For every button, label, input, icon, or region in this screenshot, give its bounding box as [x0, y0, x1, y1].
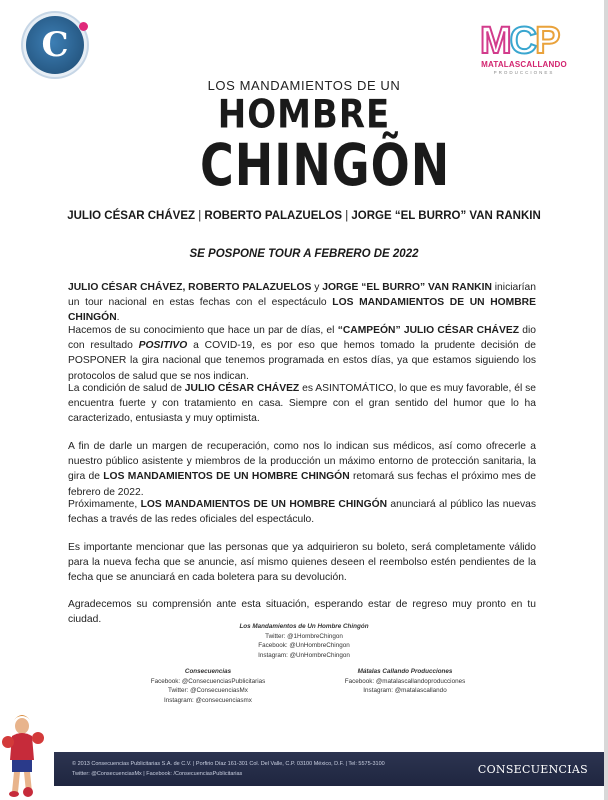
paragraph-2 [68, 323, 536, 384]
paragraph-5 [68, 497, 536, 527]
text: Hacemos de su conocimiento que hace un par de días, el [68, 325, 338, 336]
paragraph-1 [68, 280, 536, 326]
text: iniciarían un tour nacional en estas fechas con el espectáculo [68, 282, 536, 309]
text: A fin de darle un margen de recuperación, como nos lo indican sus médicos, así como ofrecerle a nuestro público asistente y miembros de la producción un máximo entorno de protección sanitaria, la gira de [68, 441, 536, 483]
bold-text: LOS MANDAMIENTOS DE UN HOMBRE CHINGÓN [103, 471, 350, 483]
logo-dot-icon [79, 22, 88, 31]
mcp-letter-c: C [509, 20, 536, 62]
social-title: Consecuencias [184, 668, 232, 675]
postpone-heading: SE POSPONE TOUR A FEBRERO DE 2022 [189, 248, 419, 260]
cast-name-1: JULIO CÉSAR CHÁVEZ [67, 210, 196, 222]
bold-text: JORGE “EL BURRO” VAN RANKIN [322, 282, 492, 293]
show-title-middle: HOMBRE [217, 92, 391, 138]
show-title-top: LOS MANDAMIENTOS DE UN [207, 78, 401, 93]
social-block-matalascallando [330, 667, 480, 696]
consecuencias-logo [26, 16, 84, 74]
social-block-consecuencias [118, 667, 298, 705]
mcp-brand-name: MATALASCALLANDO [481, 60, 567, 69]
footer-address: © 2013 Consecuencias Publicitarias S.A. de C.V. | Porfirio Díaz 161-301 Col. Del Valle, C.P. 03100 México, D.F. | Tel: 5575-3100 [72, 761, 385, 767]
show-title-logo [200, 78, 451, 199]
paragraph-6: Es importante mencionar que las personas que ya adquirieron su boleto, será completamente válido para la nueva fecha que se anuncie, así mismo quienes deseen el reembolso estén pendientes de la fecha que se anunciará en cada boletera para su devolución. [68, 542, 536, 584]
footer-brand: CONSECUENCIAS [477, 763, 588, 776]
logo-letter: C [41, 25, 69, 65]
bold-italic-text: POSITIVO [138, 340, 188, 352]
social-instagram: Instagram: @consecuenciasmx [164, 696, 252, 704]
social-facebook: Facebook: @matalascallandoproducciones [344, 677, 466, 685]
text: La condición de salud de [68, 383, 185, 394]
text: retomará sus fechas el próximo mes de febrero de 2022. [68, 471, 536, 498]
social-facebook: Facebook: @ConsecuenciasPublicitarias [150, 677, 266, 685]
social-title: Mátalas Callando Producciones [357, 668, 453, 675]
paragraph-4 [68, 439, 536, 500]
social-title: Los Mandamientos de Un Hombre Chingón [239, 623, 369, 630]
text: dio con resultado [68, 325, 536, 352]
bold-text: LOS MANDAMIENTOS DE UN HOMBRE CHINGÓN [68, 297, 536, 324]
text: anunciará al público las nuevas fechas a través de las redes oficiales del espectáculo. [68, 499, 536, 526]
footer-band [54, 752, 604, 786]
footer-social: Twitter: @ConsecuenciasMx | Facebook: /ConsecuenciasPublicitarias [72, 771, 243, 777]
social-twitter: Twitter: @1HombreChingon [265, 632, 343, 640]
text: y [311, 282, 323, 293]
mcp-brand-sub: PRODUCCIONES [493, 70, 555, 75]
mcp-letter-m: M [480, 20, 510, 62]
social-instagram: Instagram: @matalascallando [363, 687, 447, 695]
text: . [116, 312, 120, 324]
paragraph-7: Agradecemos su comprensión ante esta situación, esperando estar de regreso muy pronto en tu ciudad. [68, 599, 536, 626]
bold-text: LOS MANDAMIENTOS DE UN HOMBRE CHINGÓN [140, 499, 388, 510]
cast-name-2: ROBERTO PALAZUELOS [204, 210, 343, 222]
social-block-show [214, 622, 394, 660]
bold-text: JULIO CÉSAR CHÁVEZ, ROBERTO PALAZUELOS [68, 282, 312, 293]
bold-text: JULIO CÉSAR CHÁVEZ [184, 383, 300, 394]
social-twitter: Twitter: @ConsecuenciasMx [168, 687, 248, 695]
separator: | [342, 210, 352, 222]
matalascallando-logo [472, 20, 576, 76]
social-facebook: Facebook: @UnHombreChingon [258, 642, 350, 650]
text: Próximamente, [68, 499, 141, 510]
cast-names-line [40, 210, 568, 222]
boxer-figure-icon [0, 708, 56, 800]
mcp-monogram [480, 20, 558, 63]
text: a COVID-19, es por eso que hemos tomado la prudente decisión de POSPONER la gira nacional que tenemos programada en estos días, ya que estamos siguiendo los protocolos de salud que se nos indican. [68, 340, 536, 382]
show-title-bottom: CHINGÕN [200, 131, 451, 199]
paragraph-3 [68, 381, 536, 427]
page-edge [604, 0, 608, 800]
cast-name-3: JORGE “EL BURRO” VAN RANKIN [351, 210, 541, 222]
social-instagram: Instagram: @UnHombreChingon [258, 651, 350, 659]
text: es ASINTOMÁTICO, lo que es muy favorable, él se encuentra fuerte y con tratamiento en casa. Siempre con el gran sentido del humor que lo ha caracterizado, entusiasta y muy optimista. [68, 383, 536, 425]
bold-text: “CAMPEÓN” JULIO CÉSAR CHÁVEZ [337, 325, 520, 336]
mcp-letter-p: P [535, 20, 559, 62]
separator: | [195, 210, 205, 222]
